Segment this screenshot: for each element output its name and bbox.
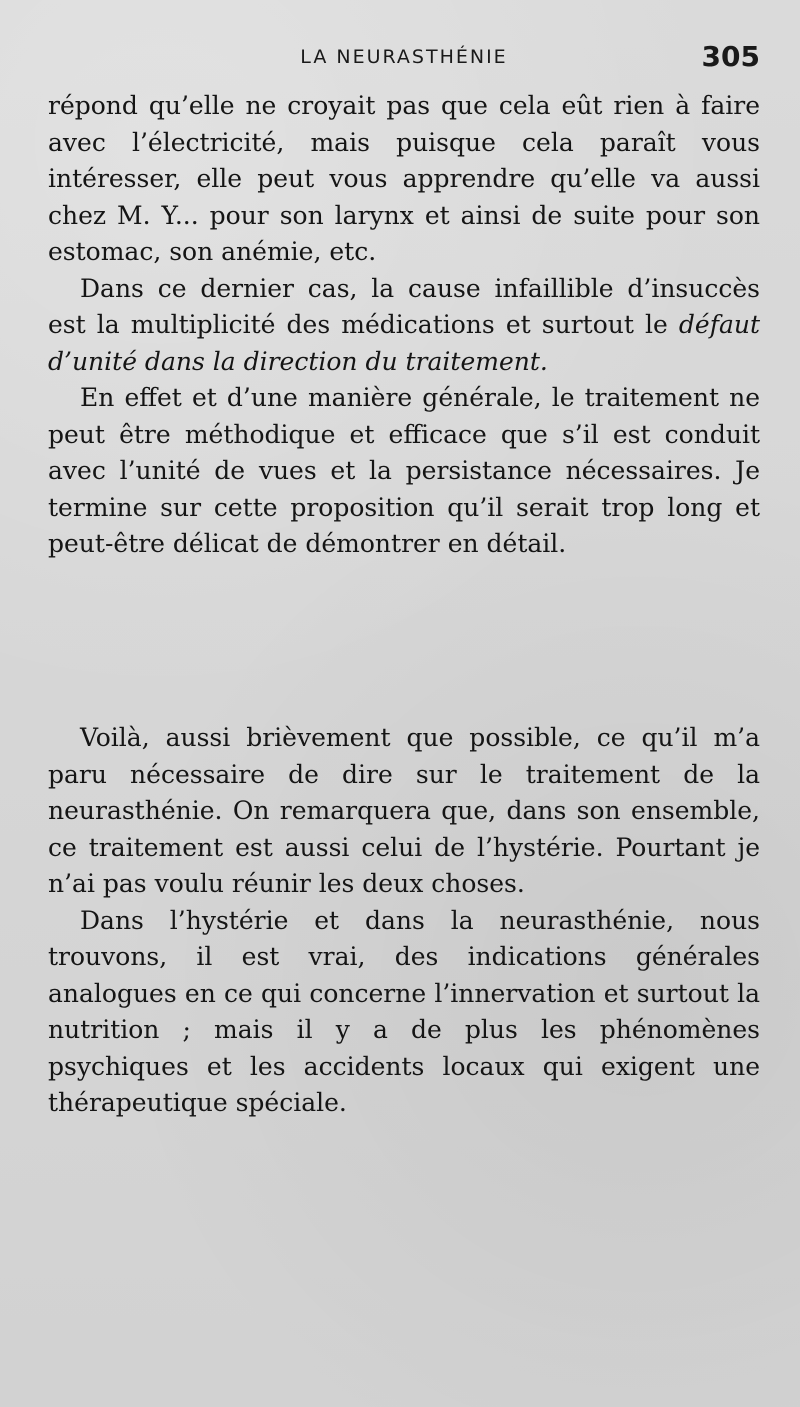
- text-block-conclusion: [48, 720, 760, 1122]
- paragraph-hysteria: Dans l’hystérie et dans la neurasthénie, nous trouvons, il est vrai, des indications générales analogues en ce qui concerne l’innervation et surtout la nutrition ; mais il y a de plus les phénomènes psychiques et les accidents locaux qui exigent une thérapeutique spéciale.: [48, 905, 760, 1117]
- paragraph-method: En effet et d’une manière générale, le traitement ne peut être méthodique et efficace que s’il est conduit avec l’unité de vues et la persistance nécessaires. Je termine sur cette proposition qu’il serait trop long et peut-être délicat de démontrer en détail.: [48, 383, 760, 558]
- paragraph-summary: Voilà, aussi brièvement que possible, ce qu’il m’a paru nécessaire de dire sur le traitement de la neurasthénie. On remarquera que, dans son ensemble, ce traitement est aussi celui de l’hystérie. Pourtant je n’ai pas voulu réunir les deux choses.: [48, 723, 760, 898]
- paragraph-continued: répond qu’elle ne croyait pas que cela eût rien à faire avec l’électricité, mais puisque cela paraît vous intéresser, elle peut vous apprendre qu’elle va aussi chez M. Y... pour son larynx et ainsi de suite pour son estomac, son anémie, etc.: [48, 91, 760, 266]
- running-header: [48, 40, 760, 80]
- running-title: LA NEURASTHÉNIE: [300, 46, 508, 68]
- text-block-continuation: [48, 88, 760, 563]
- emphasized-text: défaut d’unité dans la direction du traitement.: [48, 310, 760, 376]
- paragraph-insuccess-cause: [48, 271, 760, 381]
- paragraph-text: Dans ce dernier cas, la cause infaillible d’insuccès est la multiplicité des médications et surtout le: [48, 273, 760, 339]
- page-number: 305: [701, 40, 760, 73]
